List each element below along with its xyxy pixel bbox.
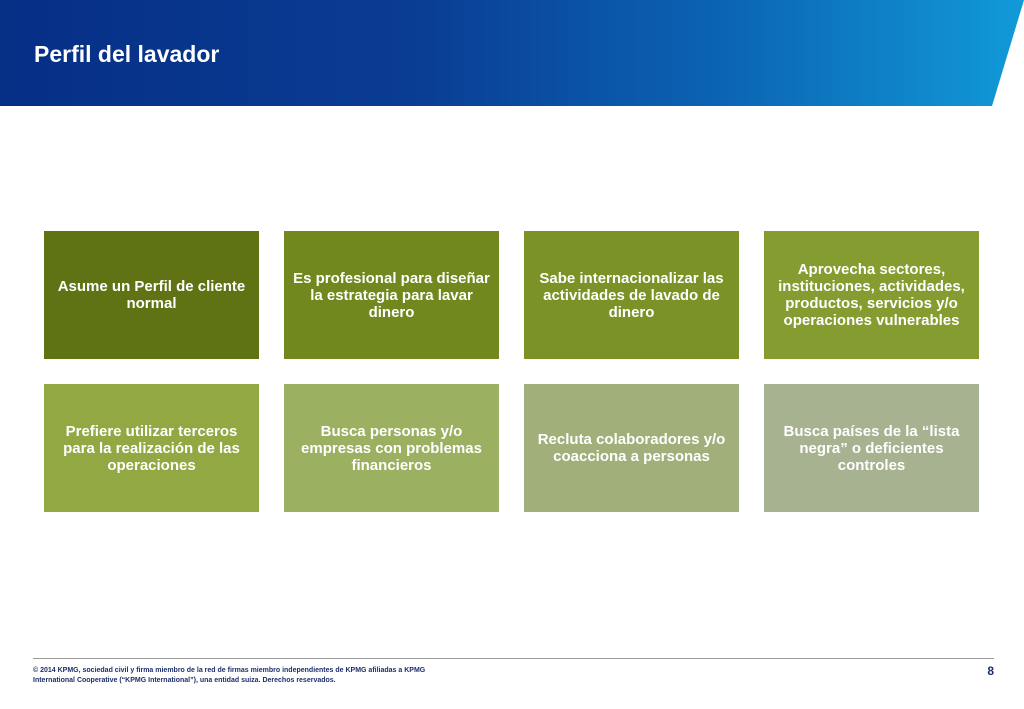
profile-card <box>44 231 259 359</box>
profile-card-text: Asume un Perfil de cliente normal <box>57 278 246 312</box>
profile-card-text: Recluta colaboradores y/o coacciona a personas <box>537 431 726 465</box>
profile-card-text: Busca personas y/o empresas con problemas financieros <box>301 422 482 474</box>
profile-card <box>284 231 499 359</box>
profile-card-text: Sabe internacionalizar las actividades de lavado de dinero <box>539 269 724 321</box>
footer-copyright: © 2014 KPMG, sociedad civil y firma miembro de la red de firmas miembro independientes de KPMG afiliadas a KPMG International Cooperative (“KPMG International”), una entidad suiza. Derechos reservados. <box>33 667 426 684</box>
footer-divider <box>33 658 994 659</box>
page-title: Perfil del lavador <box>34 41 220 67</box>
profile-card-text: Es profesional para diseñar la estrategia para lavar dinero <box>293 269 490 321</box>
profile-card-text: Aprovecha sectores, instituciones, actividades, productos, servicios y/o operaciones vulnerables <box>778 261 965 329</box>
profile-card <box>44 384 259 512</box>
profile-card <box>524 231 739 359</box>
profile-card-text: Busca países de la “lista negra” o deficientes controles <box>783 422 960 474</box>
page-number: 8 <box>987 664 994 678</box>
profile-card <box>764 231 979 359</box>
profile-card-text: Prefiere utilizar terceros para la realización de las operaciones <box>63 422 240 474</box>
profile-card <box>284 384 499 512</box>
profile-card <box>764 384 979 512</box>
profile-card <box>524 384 739 512</box>
